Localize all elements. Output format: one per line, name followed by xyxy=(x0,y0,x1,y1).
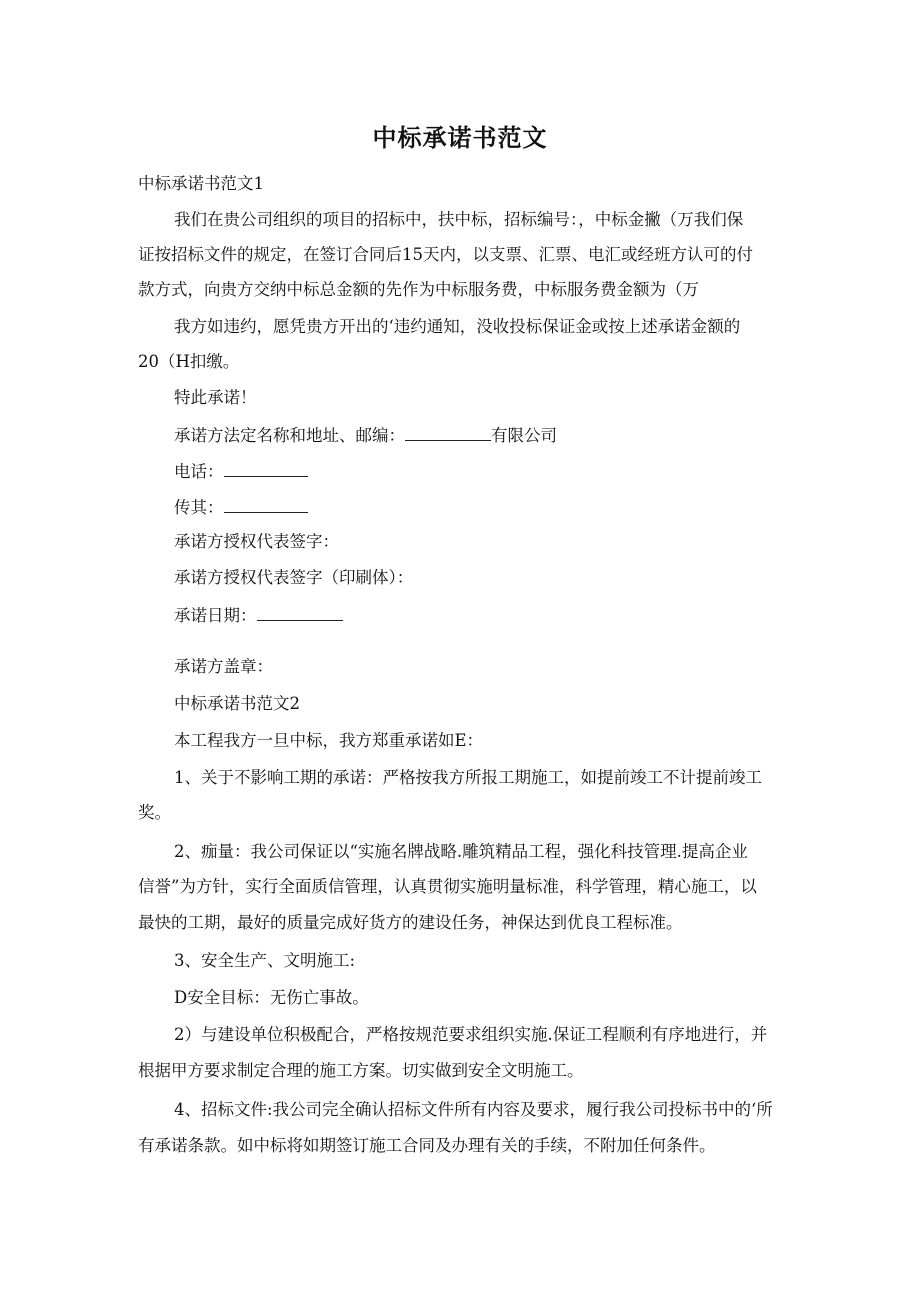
date-label: 承诺日期： xyxy=(174,606,257,625)
section1-heading: 中标承诺书范文1 xyxy=(138,174,264,193)
commitment-statement: 特此承诺！ xyxy=(174,388,257,407)
paragraph-line: 奖。 xyxy=(138,803,171,822)
section2-heading: 中标承诺书范文2 xyxy=(174,694,300,713)
paragraph-line: 1、关于不影响工期的承诺：严格按我方所报工期施工，如提前竣工不计提前竣工 xyxy=(174,768,762,787)
paragraph-line: 我方如违约，愿凭贵方开出的‘违约通知，没收投标保证金或按上述承诺金额的 xyxy=(174,317,741,336)
paragraph-line: 4、招标文件:我公司完全确认招标文件所有内容及要求，履行我公司投标书中的‘所 xyxy=(174,1100,773,1119)
paragraph-line: 款方式，向贵方交纳中标总金额的先作为中标服务费，中标服务费金额为（万 xyxy=(138,280,699,299)
section2-intro: 本工程我方一旦中标，我方郑重承诺如E： xyxy=(174,731,484,750)
name-address-blank xyxy=(405,424,491,441)
list-item: 3、安全生产、文明施工: xyxy=(174,951,356,970)
name-address-suffix: 有限公司 xyxy=(491,426,557,445)
paragraph-line: 2）与建设单位积极配合，严格按规范要求组织实施.保证工程顺利有序地进行，并 xyxy=(174,1025,768,1044)
phone-blank xyxy=(224,460,308,477)
paragraph-line: 根据甲方要求制定合理的施工方案。切实做到安全文明施工。 xyxy=(138,1061,584,1080)
date-line xyxy=(174,604,343,626)
paragraph-line: 20（H扣缴。 xyxy=(138,352,240,371)
paragraph-line: 我们在贵公司组织的项目的招标中，扶中标，招标编号：，中标金撇（万我们保 xyxy=(174,210,744,229)
fax-line xyxy=(174,496,308,518)
document-title: 中标承诺书范文 xyxy=(372,124,548,152)
paragraph-line: 2、痂量：我公司保证以“实施名牌战略.雕筑精品工程，强化科技管理.提高企业 xyxy=(174,842,748,861)
seal-label: 承诺方盖章： xyxy=(174,657,273,676)
paragraph-line: 信誉”为方针，实行全面质信管理，认真贯彻实施明量标准，科学管理，精心施工，以 xyxy=(138,877,757,896)
paragraph-line: 证按招标文件的规定，在签订合同后15天内，以支票、汇票、电汇或经班方认可的付 xyxy=(138,245,753,264)
phone-line xyxy=(174,460,308,482)
fax-label: 传其： xyxy=(174,498,224,517)
signature-label: 承诺方授权代表签字： xyxy=(174,532,339,551)
paragraph-line: 最快的工期，最好的质量完成好货方的建设任务，神保达到优良工程标准。 xyxy=(138,913,683,932)
signature-print-label: 承诺方授权代表签字（印刷体）： xyxy=(174,568,414,587)
date-blank xyxy=(257,604,343,621)
phone-label: 电话： xyxy=(174,462,224,481)
name-address-label: 承诺方法定名称和地址、邮编： xyxy=(174,426,405,445)
list-item: D安全目标：无伤亡事故。 xyxy=(174,988,369,1007)
name-address-line xyxy=(174,424,557,446)
paragraph-line: 有承诺条款。如中标将如期签订施工合同及办理有关的手续，不附加任何条件。 xyxy=(138,1136,716,1155)
fax-blank xyxy=(224,496,308,513)
